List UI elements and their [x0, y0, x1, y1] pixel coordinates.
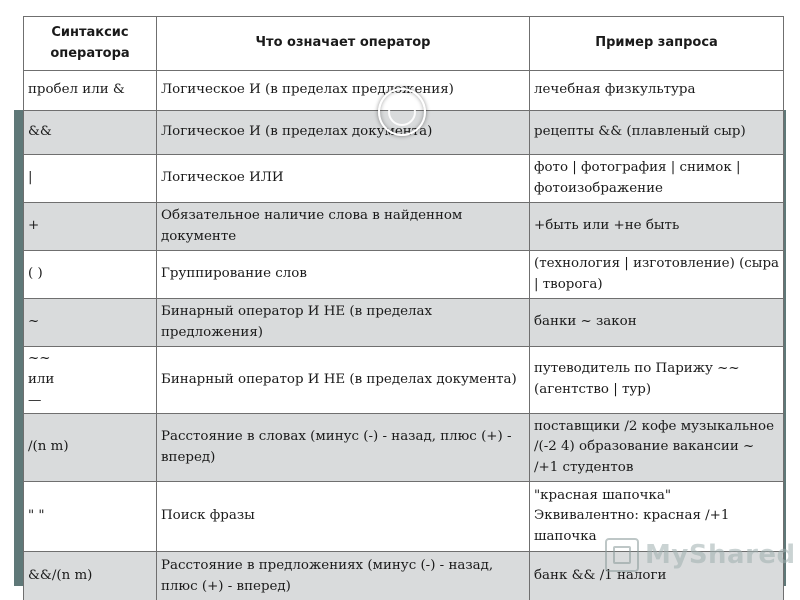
table-row	[24, 347, 784, 414]
cell-syntax: ( )	[24, 251, 157, 299]
header-meaning: Что означает оператор	[157, 17, 530, 71]
watermark-text: MyShared	[645, 540, 796, 570]
cell-meaning: Логическое ИЛИ	[157, 155, 530, 203]
table-row	[24, 299, 784, 347]
table-row	[24, 155, 784, 203]
table-row	[24, 414, 784, 482]
table-row	[24, 203, 784, 251]
cell-syntax: ~	[24, 299, 157, 347]
table-row	[24, 552, 784, 600]
cell-example: путеводитель по Парижу ~~ (агентство | тур)	[530, 347, 784, 414]
cell-syntax: " "	[24, 482, 157, 552]
table-row	[24, 111, 784, 155]
cell-example: (технология | изготовление) (сыра | творога)	[530, 251, 784, 299]
cell-meaning: Логическое И (в пределах документа)	[157, 111, 530, 155]
cell-example: банки ~ закон	[530, 299, 784, 347]
table-row	[24, 71, 784, 111]
table-header-row	[24, 17, 784, 71]
table-row	[24, 251, 784, 299]
cell-example: рецепты && (плавленый сыр)	[530, 111, 784, 155]
cell-example: "красная шапочка" Эквивалентно: красная /+1 шапочка	[530, 482, 784, 552]
cell-syntax: пробел или &	[24, 71, 157, 111]
cell-meaning: Бинарный оператор И НЕ (в пределах предложения)	[157, 299, 530, 347]
header-example: Пример запроса	[530, 17, 784, 71]
cell-example: банк && /1 налоги	[530, 552, 784, 600]
cell-meaning: Обязательное наличие слова в найденном документе	[157, 203, 530, 251]
cell-syntax: +	[24, 203, 157, 251]
cell-example: фото | фотография | снимок | фотоизображение	[530, 155, 784, 203]
cell-syntax: |	[24, 155, 157, 203]
table-row	[24, 482, 784, 552]
cell-meaning: Группирование слов	[157, 251, 530, 299]
cell-meaning: Поиск фразы	[157, 482, 530, 552]
cell-syntax: &&/(n m)	[24, 552, 157, 600]
header-syntax: Синтаксис оператора	[24, 17, 157, 71]
operators-table	[23, 16, 784, 600]
cell-meaning: Расстояние в словах (минус (-) - назад, плюс (+) - вперед)	[157, 414, 530, 482]
cell-example: поставщики /2 кофе музыкальное /(-2 4) образование вакансии ~ /+1 студентов	[530, 414, 784, 482]
cell-meaning: Бинарный оператор И НЕ (в пределах документа)	[157, 347, 530, 414]
cell-meaning: Логическое И (в пределах предложения)	[157, 71, 530, 111]
cell-syntax: ~~ или —	[24, 347, 157, 414]
cell-meaning: Расстояние в предложениях (минус (-) - назад, плюс (+) - вперед)	[157, 552, 530, 600]
cell-example: +быть или +не быть	[530, 203, 784, 251]
cell-syntax: &&	[24, 111, 157, 155]
cell-example: лечебная физкультура	[530, 71, 784, 111]
cell-syntax: /(n m)	[24, 414, 157, 482]
